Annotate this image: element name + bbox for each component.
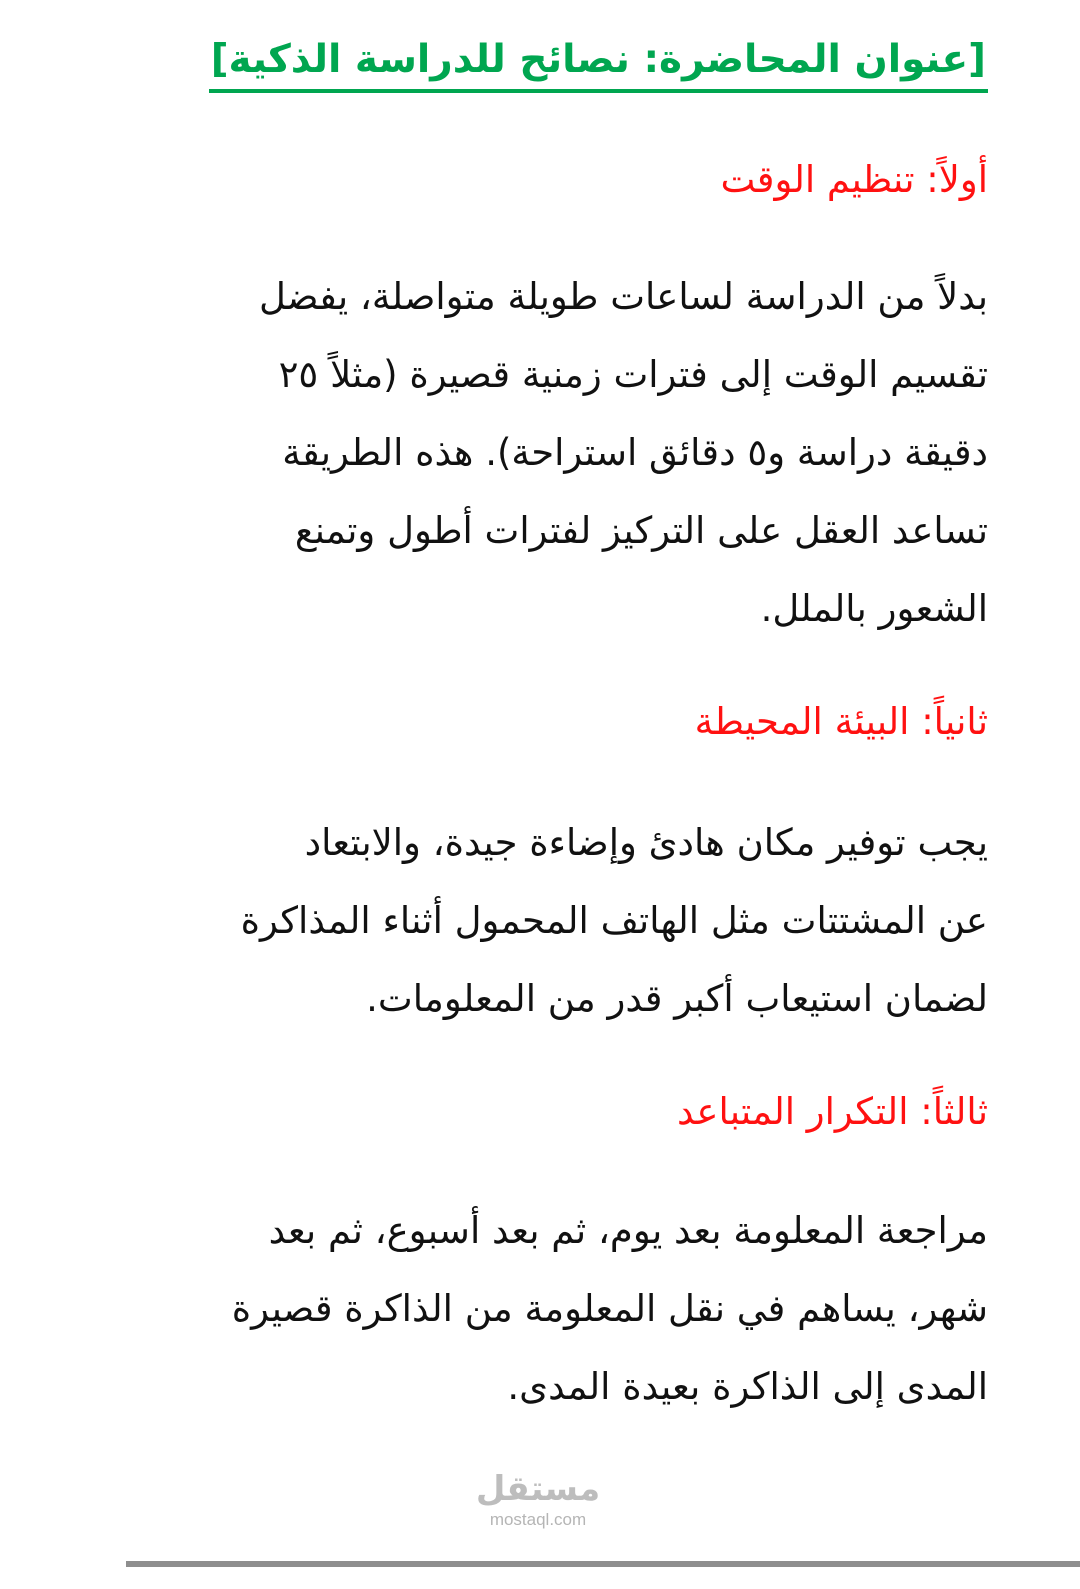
paragraph-line: يجب توفير مكان هادئ وإضاءة جيدة، والابتعاد: [304, 821, 988, 864]
section-paragraph-spaced-repetition: [108, 1192, 988, 1426]
section-paragraph-environment: [108, 804, 988, 1038]
lecture-title: [208, 30, 988, 93]
section-paragraph-time-management: [108, 258, 988, 648]
section-heading-time-management: أولاً: تنظيم الوقت: [720, 158, 988, 201]
paragraph-line: شهر، يساهم في نقل المعلومة من الذاكرة قصيرة: [231, 1287, 988, 1330]
paragraph-line: الشعور بالملل.: [760, 587, 988, 630]
paragraph-line: بدلاً من الدراسة لساعات طويلة متواصلة، يفضل: [259, 275, 988, 318]
watermark-url: mostaql.com: [489, 1510, 587, 1529]
bottom-divider: [126, 1561, 1080, 1567]
paragraph-line: المدى إلى الذاكرة بعيدة المدى.: [507, 1365, 988, 1408]
paragraph-line: تقسيم الوقت إلى فترات زمنية قصيرة (مثلاً ٢٥: [278, 353, 988, 396]
paragraph-line: عن المشتتات مثل الهاتف المحمول أثناء المذاكرة: [240, 899, 988, 942]
paragraph-line: دقيقة دراسة و٥ دقائق استراحة). هذه الطريقة: [282, 431, 988, 474]
watermark-logo: مستقل: [475, 1469, 601, 1509]
paragraph-line: لضمان استيعاب أكبر قدر من المعلومات.: [366, 977, 988, 1020]
section-heading-spaced-repetition: ثالثاً: التكرار المتباعد: [676, 1090, 988, 1133]
mostaql-watermark: [468, 1468, 608, 1530]
lecture-title-text: [عنوان المحاضرة: نصائح للدراسة الذكية]: [209, 31, 988, 93]
paragraph-line: تساعد العقل على التركيز لفترات أطول وتمنع: [294, 509, 988, 552]
paragraph-line: مراجعة المعلومة بعد يوم، ثم بعد أسبوع، ثم بعد: [268, 1209, 988, 1252]
section-heading-environment: ثانياً: البيئة المحيطة: [694, 700, 988, 743]
